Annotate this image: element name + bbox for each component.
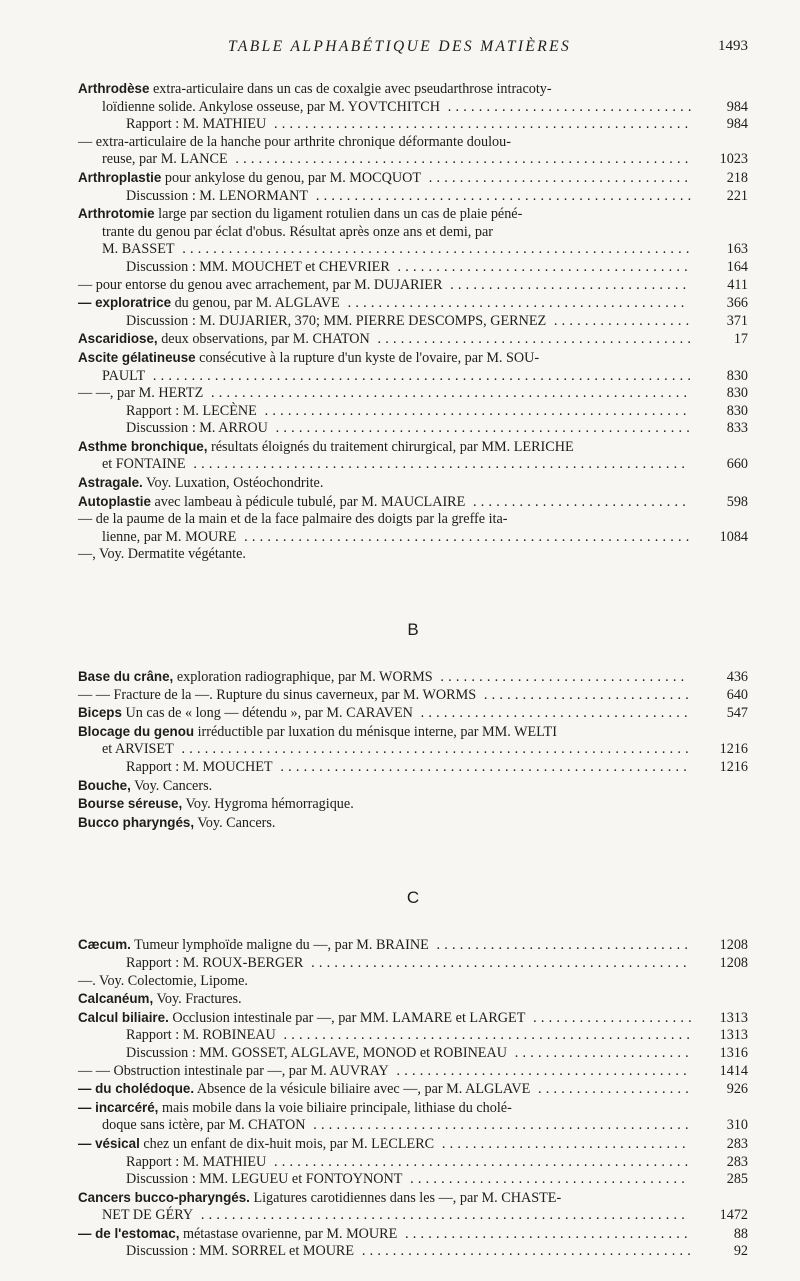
page-reference: 283	[726, 1153, 748, 1170]
index-keyword: Calcul biliaire.	[78, 1009, 169, 1025]
index-keyword: — exploratrice	[78, 295, 172, 311]
index-entry-line	[78, 403, 748, 421]
index-keyword: Biceps	[78, 705, 122, 721]
page-reference: 218	[726, 169, 748, 186]
page-reference: 833	[726, 420, 748, 437]
index-text: avec lambeau à pédicule tubulé, par M. MAUCLAIRE	[154, 493, 466, 510]
leader-dots: .................................	[428, 937, 693, 954]
index-entry-line	[78, 134, 748, 152]
index-entry-line	[78, 668, 748, 687]
leader-dots: .......................................................	[256, 402, 691, 419]
index-text: Absence de la vésicule biliaire avec —, par M. ALGLAVE	[196, 1081, 531, 1098]
index-text: Ligatures carotidiennes dans les —, par M. CHASTE-	[253, 1189, 562, 1206]
index-entry-line	[78, 1009, 748, 1028]
index-keyword: Base du crâne,	[78, 669, 174, 685]
index-text: mais mobile dans la voie biliaire principale, lithiase du cholé-	[161, 1099, 512, 1116]
index-keyword: Arthroplastie	[78, 169, 162, 185]
index-text: Rapport : M. ROBINEAU	[126, 1027, 276, 1044]
index-text: métastase ovarienne, par M. MOURE	[182, 1225, 398, 1242]
index-keyword: Asthme bronchique,	[78, 438, 208, 454]
index-entry-line	[78, 1171, 748, 1189]
index-entry-line	[78, 1117, 748, 1135]
page-reference: 1023	[719, 151, 748, 168]
index-keyword: Blocage du genou	[78, 723, 195, 739]
index-text: extra-articulaire dans un cas de coxalgie avec pseudarthrose intracoty-	[152, 81, 552, 97]
index-text: —, Voy. Dermatite végétante.	[78, 546, 246, 563]
index-entry-line	[78, 1154, 748, 1172]
index-text: Rapport : M. MATHIEU	[126, 1153, 267, 1170]
index-entry-line	[78, 1225, 748, 1244]
index-entry-line	[78, 936, 748, 955]
page-reference: 926	[726, 1081, 748, 1098]
page-reference: 88	[733, 1225, 748, 1242]
leader-dots: .....................................................	[272, 759, 691, 775]
index-entry-line	[78, 687, 748, 705]
index-entry-line	[78, 777, 748, 796]
leader-dots: ....................	[530, 1081, 693, 1098]
index-entry-line	[78, 294, 748, 313]
index-text: — pour entorse du genou avec arrachement, par M. DUJARIER	[78, 276, 443, 293]
index-entry-line	[78, 420, 748, 438]
index-text: et ARVISET	[102, 741, 174, 758]
page-reference: 660	[726, 456, 748, 473]
index-entry-line	[78, 741, 748, 759]
page-reference: 1313	[719, 1009, 748, 1026]
page-reference: 221	[726, 187, 748, 204]
index-entry-line	[78, 241, 748, 259]
leader-dots: ...............................................................	[193, 1207, 689, 1224]
leader-dots: ...........................	[476, 686, 694, 703]
page-reference: 163	[726, 241, 748, 258]
index-entry-line	[78, 169, 748, 188]
index-keyword: Cæcum.	[78, 937, 131, 953]
leader-dots: ................................	[432, 669, 689, 686]
leader-dots: .....................	[525, 1009, 696, 1026]
leader-dots: .................................................	[305, 1117, 693, 1134]
index-keyword: Bouche,	[78, 777, 131, 793]
page-reference: 1216	[719, 759, 748, 775]
index-text: Voy. Cancers.	[134, 777, 213, 794]
index-text: Voy. Luxation, Ostéochondrite.	[146, 475, 324, 492]
index-entry-line	[78, 277, 748, 295]
index-text: Un cas de « long — détendu », par M. CARAVEN	[125, 705, 413, 722]
page-reference: 1208	[719, 954, 748, 971]
index-text: NET DE GÉRY	[102, 1207, 194, 1224]
index-keyword: Autoplastie	[78, 493, 151, 509]
page-reference: 1414	[719, 1062, 748, 1079]
index-keyword: — de l'estomac,	[78, 1225, 180, 1241]
leader-dots: ......................................	[389, 258, 692, 275]
index-entry-line	[78, 205, 748, 224]
index-content	[78, 80, 748, 1261]
index-keyword: Bourse séreuse,	[78, 796, 183, 812]
index-text: reuse, par M. LANCE	[102, 151, 228, 168]
index-entry-line	[78, 704, 748, 723]
index-text: Rapport : M. ROUX-BERGER	[126, 954, 304, 971]
index-text: et FONTAINE	[102, 456, 186, 473]
index-text: Rapport : M. LECÈNE	[126, 402, 257, 419]
leader-dots: ...........................................................	[227, 151, 693, 168]
page-reference: 598	[726, 493, 748, 510]
leader-dots: ..................................................................	[174, 241, 694, 258]
leader-dots: ................................................................	[185, 456, 690, 473]
index-entry-line	[78, 1063, 748, 1081]
index-entry-line	[78, 1080, 748, 1099]
index-keyword: Calcanéum,	[78, 991, 154, 1007]
index-text: consécutive à la rupture d'un kyste de l'ovaire, par M. SOU-	[199, 349, 540, 366]
index-text: Tumeur lymphoïde maligne du —, par M. BRAINE	[134, 937, 429, 954]
page-reference: 1472	[719, 1207, 748, 1224]
page-reference: 547	[726, 705, 748, 722]
index-entry-line	[78, 529, 748, 547]
leader-dots: ......................................................	[266, 1153, 693, 1170]
index-text: loïdienne solide. Ankylose osseuse, par M. YOVTCHITCH	[102, 98, 440, 115]
index-text: deux observations, par M. CHATON	[161, 331, 370, 348]
index-entry-line	[78, 259, 748, 277]
leader-dots: .................................................	[303, 954, 691, 971]
index-entry-line	[78, 456, 748, 474]
index-text: Discussion : MM. GOSSET, ALGLAVE, MONOD et ROBINEAU	[126, 1044, 507, 1061]
index-text: Discussion : M. LENORMANT	[126, 187, 309, 204]
index-entry-line	[78, 723, 748, 742]
page-reference: 17	[733, 331, 748, 348]
index-keyword: — vésical	[78, 1135, 140, 1151]
leader-dots: ......................................................................	[145, 367, 696, 384]
index-entry-line	[78, 511, 748, 529]
index-text: — de la paume de la main et de la face palmaire des doigts par la greffe ita-	[78, 511, 508, 528]
leader-dots: ..............................................................	[203, 385, 692, 402]
index-entry-line	[78, 116, 748, 134]
index-keyword: Ascaridiose,	[78, 331, 158, 347]
index-entry-line	[78, 973, 748, 991]
page-reference: 283	[726, 1135, 748, 1152]
index-text: — —, par M. HERTZ	[78, 385, 204, 402]
index-entry-line	[78, 188, 748, 206]
leader-dots: .......................	[506, 1044, 693, 1061]
index-entry-line	[78, 1045, 748, 1063]
index-text: PAULT	[102, 367, 146, 384]
leader-dots: ................................	[439, 98, 696, 115]
section-letter: B	[407, 620, 419, 640]
index-entry-line	[78, 955, 748, 973]
index-text: —. Voy. Colectomie, Lipome.	[78, 972, 248, 989]
index-text: Voy. Cancers.	[197, 814, 276, 831]
index-entry-line	[78, 990, 748, 1009]
index-text: — extra-articulaire de la hanche pour arthrite chronique déformante doulou-	[78, 133, 511, 150]
index-keyword: Cancers bucco-pharyngés.	[78, 1189, 250, 1205]
leader-dots: ..................................	[421, 169, 693, 186]
leader-dots: ......................................................	[266, 116, 693, 133]
leader-dots: .................................................	[308, 187, 696, 204]
page-reference: 371	[726, 312, 748, 329]
page-reference: 830	[726, 402, 748, 419]
leader-dots: ......................................	[388, 1062, 691, 1079]
index-text: — — Obstruction intestinale par —, par M. AUVRAY	[78, 1062, 389, 1079]
index-entry-line	[78, 368, 748, 386]
index-entry-line	[78, 474, 748, 493]
index-text: — — Fracture de la —. Rupture du sinus caverneux, par M. WORMS	[78, 686, 477, 703]
leader-dots: ..........................................................	[236, 528, 694, 545]
index-keyword: — du cholédoque.	[78, 1081, 195, 1097]
leader-dots: ............................................	[339, 295, 689, 312]
index-text: M. BASSET	[102, 241, 175, 258]
index-text: chez un enfant de dix-huit mois, par M. LECLERC	[143, 1135, 435, 1152]
leader-dots: ......................................................	[267, 420, 694, 437]
index-entry-line	[78, 546, 748, 564]
index-keyword: Bucco pharyngés,	[78, 814, 195, 830]
index-entry-line	[78, 1027, 748, 1045]
index-entry-line	[78, 224, 748, 242]
index-entry-line	[78, 1135, 748, 1154]
leader-dots: ...............................	[442, 276, 691, 293]
leader-dots: .........................................	[369, 331, 696, 348]
index-text: trante du genou par éclat d'obus. Résultat après onze ans et demi, par	[102, 223, 494, 240]
index-entry-line	[78, 1243, 748, 1261]
page-reference: 164	[726, 258, 748, 275]
page-reference: 366	[726, 295, 748, 312]
index-keyword: Arthrotomie	[78, 206, 155, 222]
page-number: 1493	[718, 38, 748, 54]
index-text: Discussion : MM. MOUCHET et CHEVRIER	[126, 258, 390, 275]
index-entry-line	[78, 795, 748, 814]
index-entry-line	[78, 1207, 748, 1225]
leader-dots: ................................	[434, 1135, 690, 1152]
index-text: Discussion : MM. SORREL et MOURE	[126, 1243, 355, 1260]
page-reference: 1313	[719, 1027, 748, 1044]
index-text: irréductible par luxation du ménisque interne, par MM. WELTI	[197, 723, 557, 740]
index-text: résultats éloignés du traitement chirurgical, par MM. LERICHE	[211, 438, 574, 455]
index-text: doque sans ictère, par M. CHATON	[102, 1117, 306, 1134]
index-entry-line	[78, 759, 748, 777]
page-reference: 436	[726, 669, 748, 686]
leader-dots: ..................	[546, 312, 694, 329]
leader-dots: ...................................	[412, 705, 692, 722]
index-keyword: Astragale.	[78, 475, 143, 491]
index-entry-line	[78, 80, 748, 99]
page-reference: 984	[726, 116, 748, 133]
page-reference: 830	[726, 385, 748, 402]
index-text: exploration radiographique, par M. WORMS	[176, 669, 433, 686]
index-text: lienne, par M. MOURE	[102, 528, 237, 545]
index-entry-line	[78, 814, 748, 833]
index-text: Discussion : M. ARROU	[126, 420, 268, 437]
index-entry-line	[78, 385, 748, 403]
leader-dots: .....................................................	[275, 1027, 695, 1044]
leader-dots: ............................	[465, 493, 690, 510]
index-text: pour ankylose du genou, par M. MOCQUOT	[164, 169, 422, 186]
index-text: Voy. Hygroma hémorragique.	[185, 796, 354, 813]
index-text: large par section du ligament rotulien dans un cas de plaie péné-	[158, 206, 523, 223]
index-entry-line	[78, 151, 748, 169]
index-text: Occlusion intestinale par —, par MM. LAMARE et LARGET	[172, 1009, 526, 1026]
index-entry-line	[78, 1189, 748, 1208]
index-entry-line	[78, 349, 748, 368]
index-text: Rapport : M. MOUCHET	[126, 759, 273, 775]
section-letter: C	[406, 888, 420, 908]
index-keyword: Arthrodèse	[78, 81, 150, 96]
leader-dots: ....................................	[402, 1171, 690, 1188]
index-entry-line	[78, 313, 748, 331]
index-entry-line	[78, 493, 748, 512]
index-keyword: Ascite gélatineuse	[78, 349, 196, 365]
running-header	[78, 38, 748, 58]
leader-dots: ..................................................................	[173, 741, 693, 758]
page-reference: 411	[727, 276, 748, 293]
page-reference: 1208	[719, 937, 748, 954]
page-reference: 285	[726, 1171, 748, 1188]
index-entry-line	[78, 1099, 748, 1118]
index-text: Discussion : M. DUJARIER, 370; MM. PIERRE DESCOMPS, GERNEZ	[126, 312, 547, 329]
page-reference: 1316	[719, 1044, 748, 1061]
leader-dots: ...........................................	[354, 1243, 695, 1260]
page-reference: 1216	[719, 741, 748, 758]
index-text: du genou, par M. ALGLAVE	[174, 295, 340, 312]
index-text: Discussion : MM. LEGUEU et FONTOYNONT	[126, 1171, 403, 1188]
page-reference: 830	[726, 367, 748, 384]
running-title: TABLE ALPHABÉTIQUE DES MATIÈRES	[228, 38, 572, 55]
page-reference: 92	[733, 1243, 748, 1260]
leader-dots: .....................................	[397, 1225, 692, 1242]
index-text: Rapport : M. MATHIEU	[126, 116, 267, 133]
index-entry-line	[78, 330, 748, 349]
index-keyword: — incarcéré,	[78, 1099, 159, 1115]
page-reference: 640	[726, 686, 748, 703]
index-entry-line	[78, 438, 748, 457]
page-reference: 310	[726, 1117, 748, 1134]
page-reference: 984	[726, 98, 748, 115]
index-text: Voy. Fractures.	[156, 991, 242, 1008]
index-entry-line	[78, 99, 748, 117]
page-reference: 1084	[719, 528, 748, 545]
